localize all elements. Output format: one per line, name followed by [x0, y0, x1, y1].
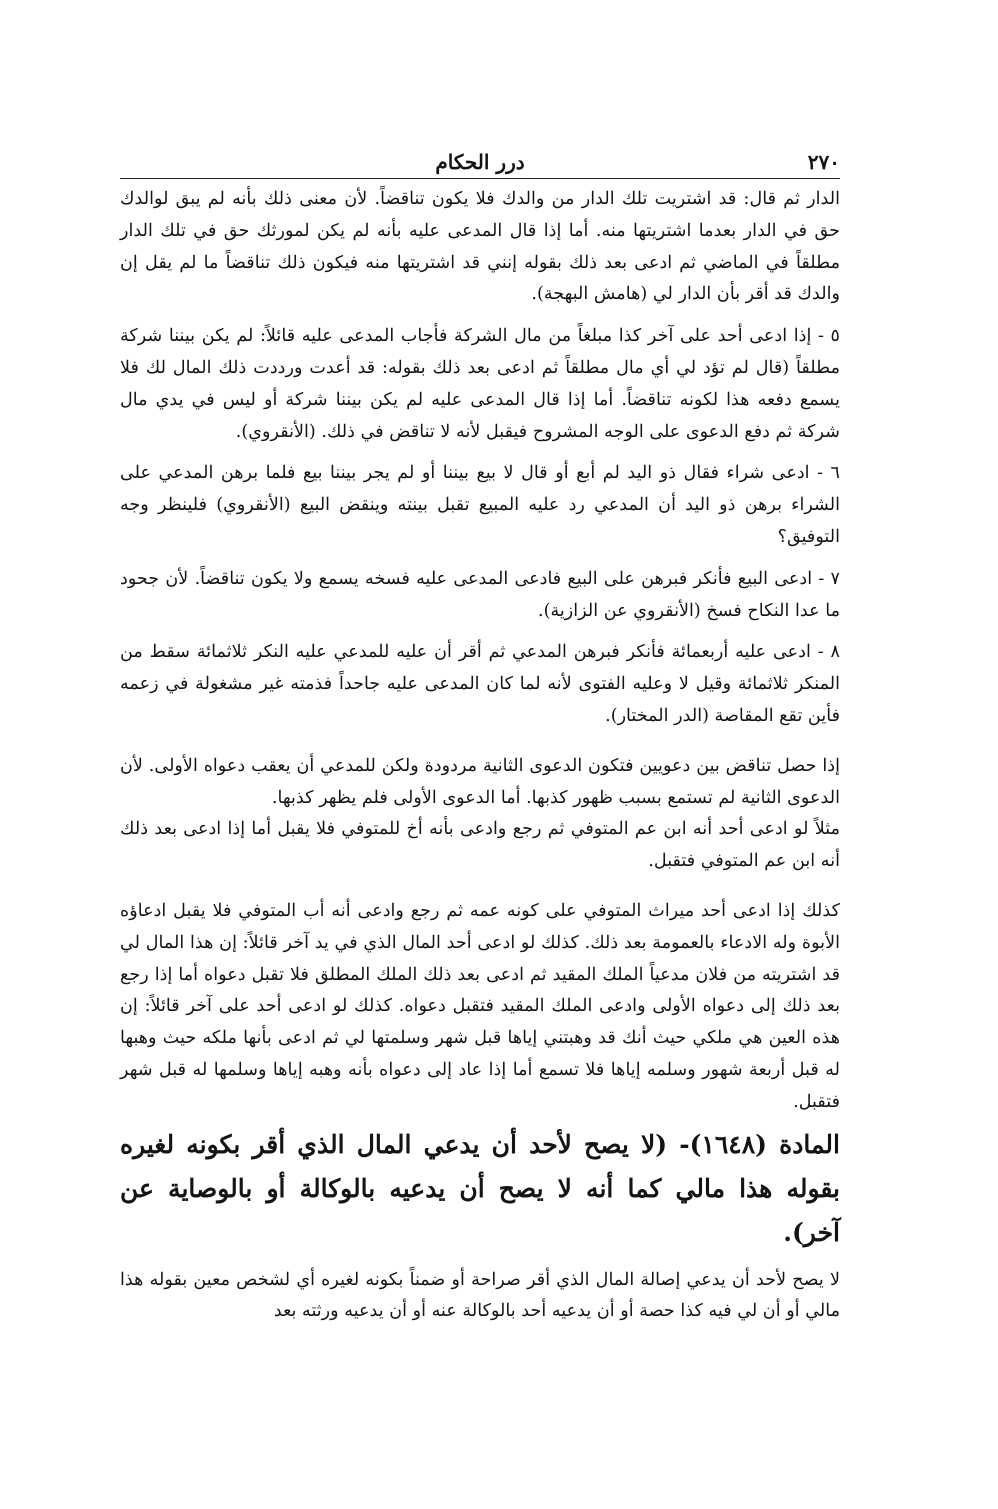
paragraph: ٧ - ادعى البيع فأنكر فبرهن على البيع فادعى المدعى عليه فسخه يسمع ولا يكون تناقضاً. لأن جحود ما عدا النكاح فسخ (الأنقروي عن الزازية). [120, 568, 840, 621]
page-number: ٢٧٠ [807, 150, 840, 174]
paragraph: ٨ - ادعى عليه أربعمائة فأنكر فبرهن المدعي ثم أقر أن عليه للمدعي عليه النكر ثلاثمائة سقط من المنكر ثلاثمائة وقيل لا وعليه الفتوى لأنه لما كان المدعى عليه جاحداً فذمته غير مشغولة في زعمه فأين تقع المقاصة (الدر المختار). [120, 642, 840, 726]
header-rule [120, 178, 840, 179]
document-page [120, 0, 840, 1509]
page-header [120, 150, 840, 180]
paragraph: ٥ - إذا ادعى أحد على آخر كذا مبلغاً من مال الشركة فأجاب المدعى عليه قائلاً: لم يكن بيننا شركة مطلقاً (قال لم تؤد لي أي مال مطلقاً ثم ادعى بعد ذلك بقوله: قد أعدت ورددت ذلك المال لك فلا يسمع دفعه هذا لكونه تناقضاً. أما إذا قال المدعى عليه لم يكن بيننا شركة أو ليس في يدي مال شركة ثم دفع الدعوى على الوجه المشروح فيقبل لأنه لا تناقض في ذلك. (الأنقروي). [120, 326, 840, 442]
page-body [120, 184, 840, 1328]
paragraph: ٦ - ادعى شراء فقال ذو اليد لم أبع أو قال لا بيع بيننا أو لم يجر بيننا بيع فلما برهن المدعي على الشراء برهن ذو اليد أن المدعي رد عليه المبيع تقبل بينته وينقض البيع (الأنقروي) فلينظر وجه التوفيق؟ [120, 463, 840, 547]
paragraph: مثلاً لو ادعى أحد أنه ابن عم المتوفي ثم رجع وادعى بأنه أخ للمتوفي فلا يقبل أما إذا ادعى بعد ذلك أنه ابن عم المتوفي فتقبل. [120, 819, 840, 872]
running-title: درر الحكام [435, 150, 525, 174]
paragraph: كذلك إذا ادعى أحد ميراث المتوفي على كونه عمه ثم رجع وادعى أنه أب المتوفي فلا يقبل ادعاؤه الأبوة وله الادعاء بالعمومة بعد ذلك. كذلك لو ادعى أحد المال الذي في يد آخر قائلاً: إن هذا المال لي قد اشتريته من فلان مدعياً الملك المقيد ثم ادعى بعد ذلك الملك المطلق فلا تقبل دعواه أما إذا رجع بعد ذلك إلى دعواه الأولى وادعى الملك المقيد فتقبل دعواه. كذلك لو ادعى أحد على آخر قائلاً: إن هذه العين هي ملكي حيث أنك قد وهبتني إياها قبل شهر وسلمتها لي ثم ادعى بأنها ملكه حيث وهبها له قبل أربعة شهور وسلمه إياها فلا تسمع أما إذا عاد إلى دعواه بأنه وهبه إياها وسلمها له قبل شهر فتقبل. [120, 900, 840, 1112]
article-heading: المادة (١٦٤٨)- (لا يصح لأحد أن يدعي المال الذي أقر بكونه لغيره بقوله هذا مالي كما أنه لا يصح أن يدعيه بالوكالة أو بالوصاية عن آخر). [120, 1129, 840, 1247]
paragraph: إذا حصل تناقض بين دعويين فتكون الدعوى الثانية مردودة ولكن للمدعي أن يعقب دعواه الأولى. لأن الدعوى الثانية لم تستمع بسبب ظهور كذبها. أما الدعوى الأولى فلم يظهر كذبها. [120, 755, 840, 808]
paragraph: لا يصح لأحد أن يدعي إصالة المال الذي أقر صراحة أو ضمناً بكونه لغيره أي لشخص معين بقوله هذا مالي أو أن لي فيه كذا حصة أو أن يدعيه أحد بالوكالة عنه أو أن يدعيه ورثته بعد [120, 1269, 840, 1322]
paragraph: الدار ثم قال: قد اشتريت تلك الدار من والدك فلا يكون تناقضاً. لأن معنى ذلك بأنه لم يبق لوالدك حق في الدار بعدما اشتريتها منه. أما إذا قال المدعى عليه بأنه لم يكن لمورثك حق في تلك الدار مطلقاً في الماضي ثم ادعى بعد ذلك بقوله إنني قد اشتريتها منه فيكون ذلك تناقضاً ما لم يقل إن والدك قد أقر بأن الدار لي (هامش البهجة). [120, 189, 840, 305]
